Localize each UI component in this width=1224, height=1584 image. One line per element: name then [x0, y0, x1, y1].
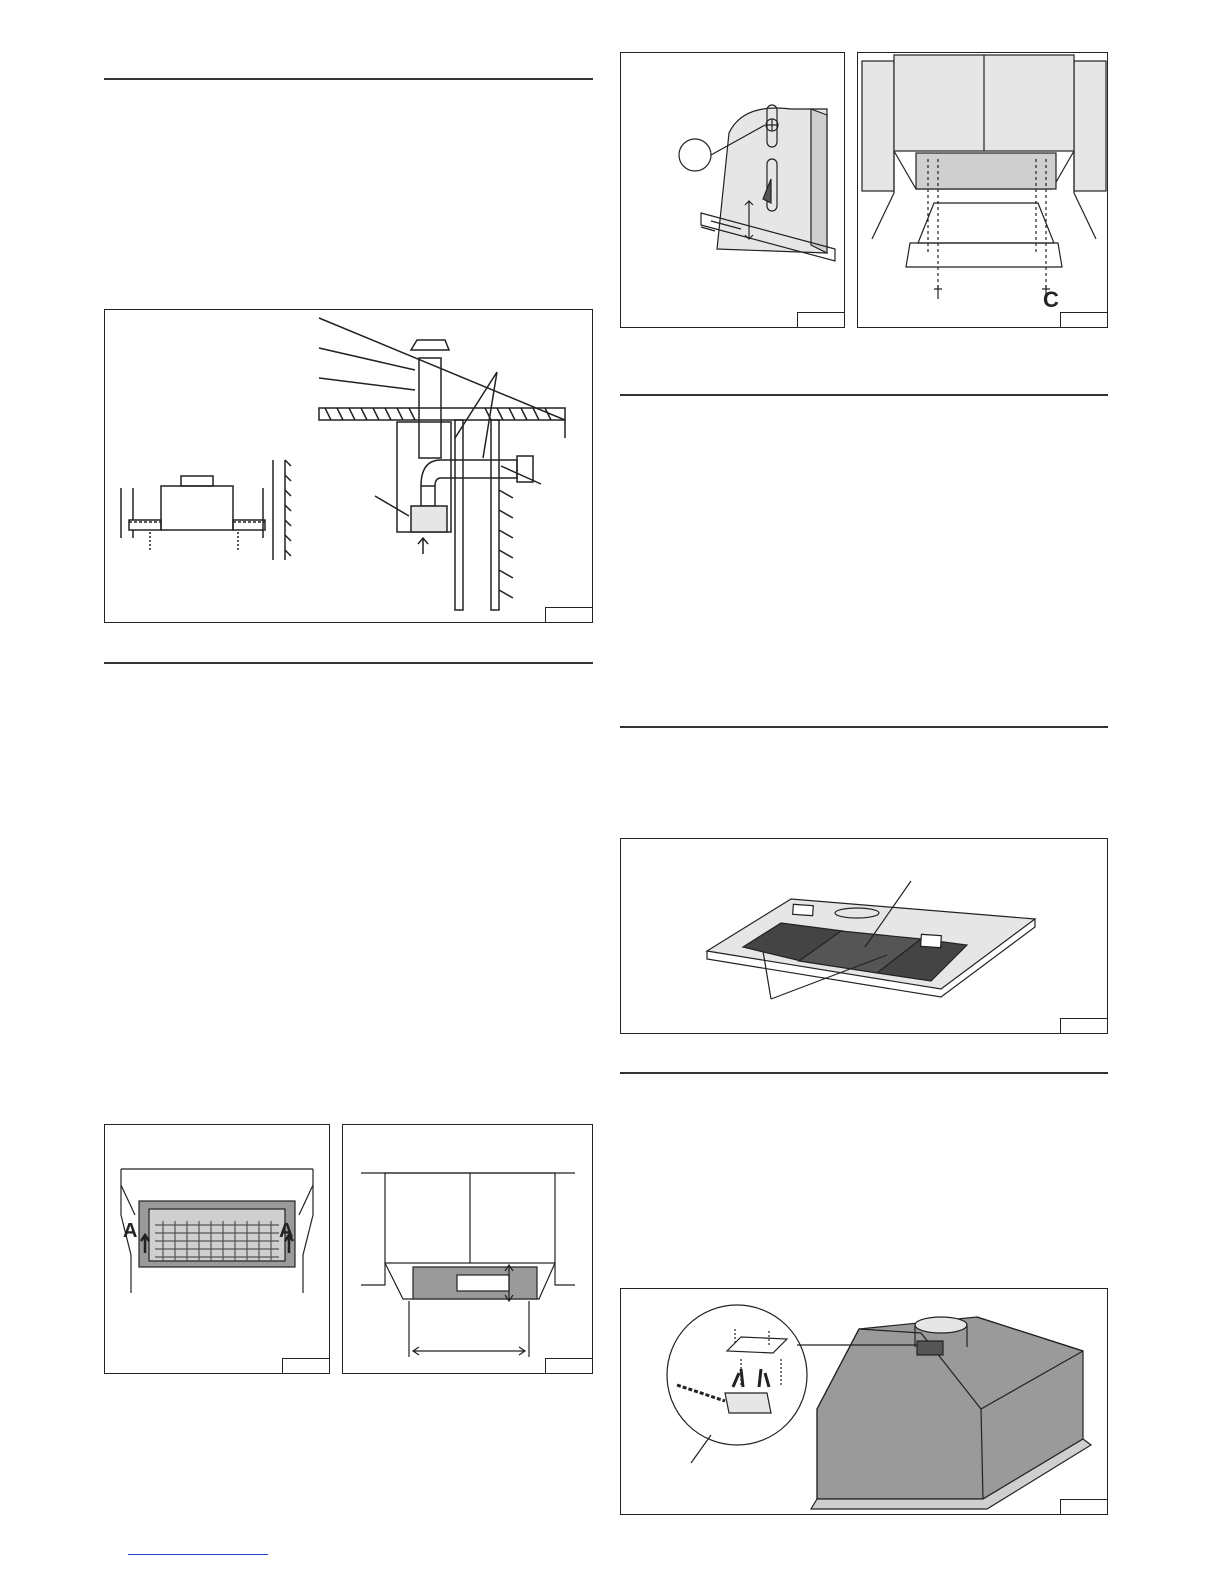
screw-label: C: [1043, 287, 1059, 312]
figure-number-tab: [797, 312, 845, 328]
section-rule: [620, 726, 1108, 728]
ducting-installation-drawing: [105, 310, 593, 623]
grease-filter-figure: [620, 838, 1108, 1034]
grease-filter-drawing: [621, 839, 1108, 1034]
section-rule: [620, 1072, 1108, 1074]
section-rule: [620, 394, 1108, 396]
latch-label-left: A: [123, 1220, 138, 1242]
figure-number-tab: [545, 1358, 593, 1374]
electrical-connection-drawing: [621, 1289, 1108, 1515]
screw-alignment-figure: [620, 52, 845, 328]
screw-alignment-drawing: [621, 53, 845, 328]
filter-release-figure: [104, 1124, 330, 1374]
electrical-connection-figure: [620, 1288, 1108, 1515]
figure-number-tab: [1060, 1499, 1108, 1515]
latch-label-right: A: [279, 1220, 294, 1242]
cabinet-mounting-drawing: [858, 53, 1108, 328]
footer-link[interactable]: [128, 1554, 268, 1555]
filter-release-drawing: [105, 1125, 330, 1374]
cutout-dimension-figure: [342, 1124, 593, 1374]
cabinet-mounting-figure: [857, 52, 1108, 328]
section-rule: [104, 78, 593, 80]
figure-number-tab: [1060, 312, 1108, 328]
figure-number-tab: [1060, 1018, 1108, 1034]
cutout-dimension-drawing: [343, 1125, 593, 1374]
figure-number-tab: [545, 607, 593, 623]
figure-number-tab: [282, 1358, 330, 1374]
section-rule: [104, 662, 593, 664]
ducting-installation-figure: [104, 309, 593, 623]
